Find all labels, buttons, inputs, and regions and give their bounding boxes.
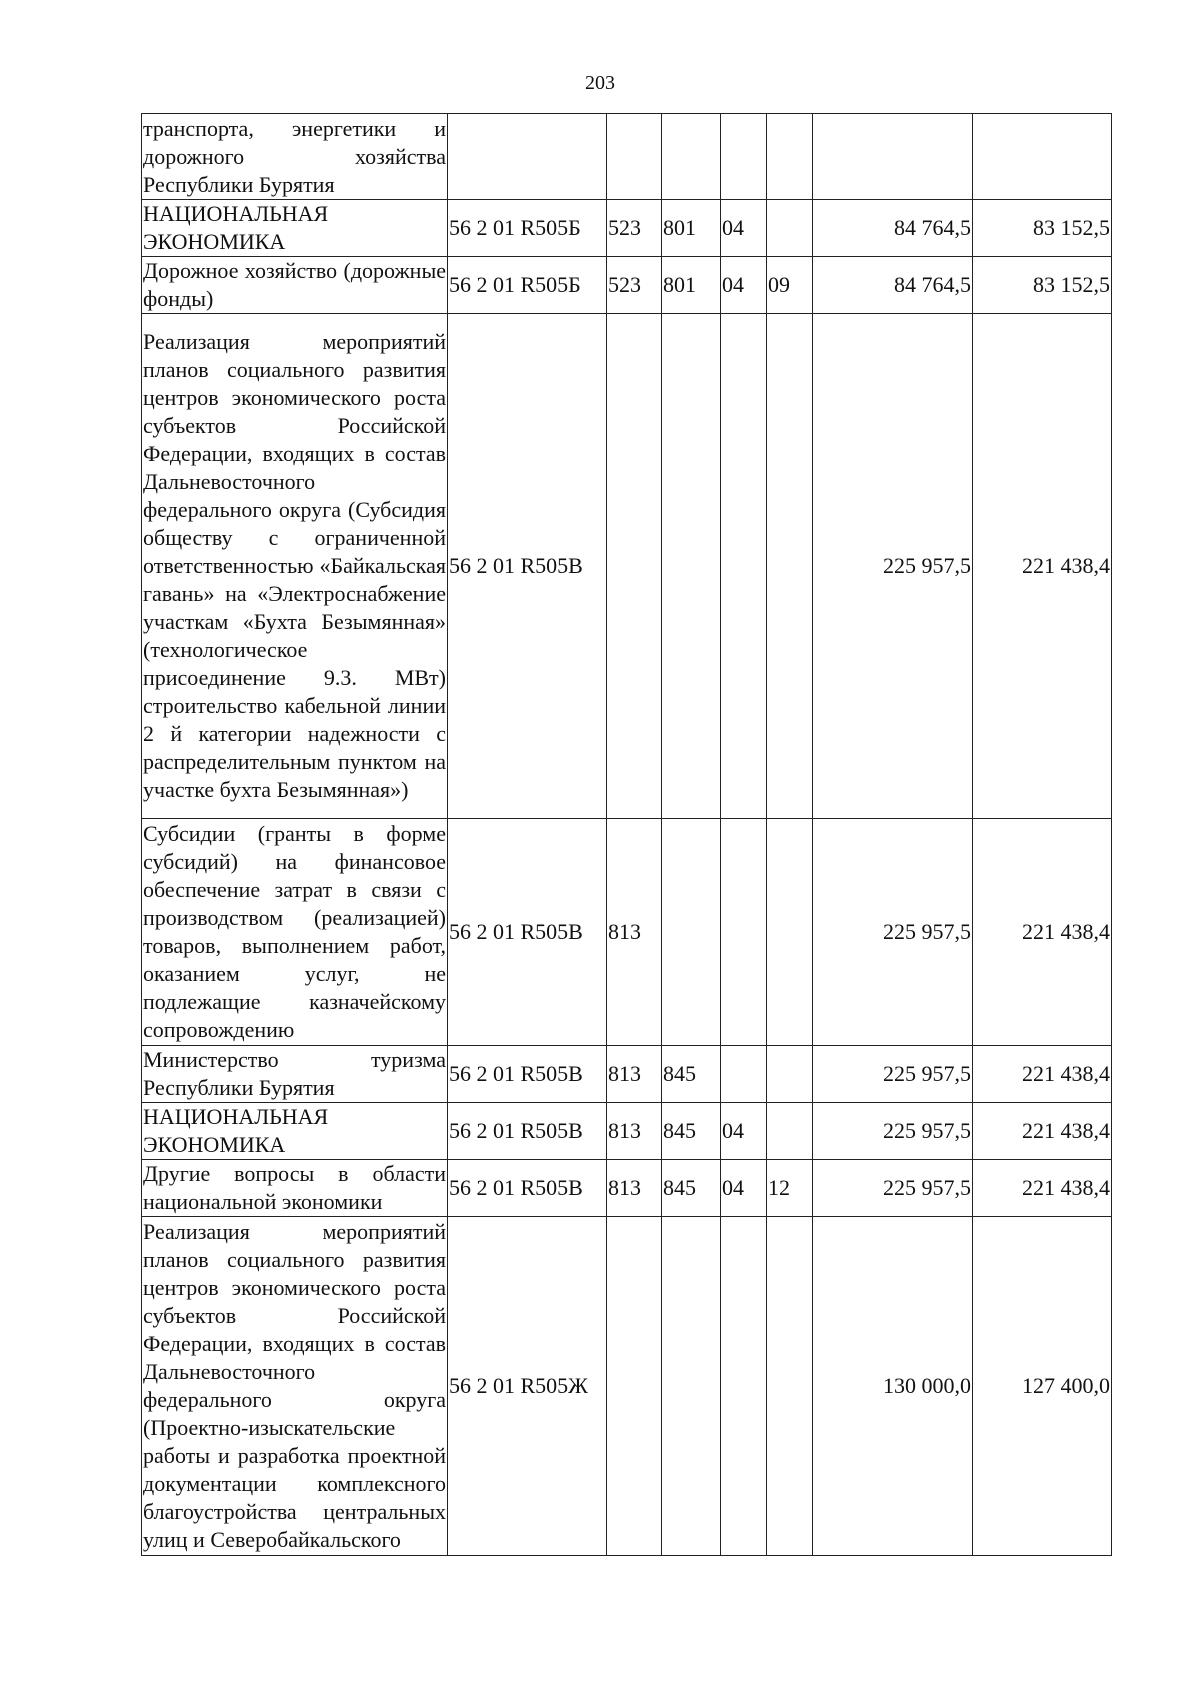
row-description: НАЦИОНАЛЬНАЯ ЭКОНОМИКА: [142, 200, 448, 257]
expense-type-code: 813: [607, 1160, 662, 1217]
subsection-code: 09: [767, 257, 813, 314]
amount-first: [813, 114, 973, 200]
row-description: Дорожное хозяйство (дорожные фонды): [142, 257, 448, 314]
target-article-code: 56 2 01 R505В: [448, 819, 607, 1046]
table-row: [142, 1160, 1112, 1217]
amount-first: 84 764,5: [813, 200, 973, 257]
ministry-code: 845: [662, 1160, 721, 1217]
section-code: [721, 819, 767, 1046]
amount-first: 225 957,5: [813, 819, 973, 1046]
amount-second: 221 438,4: [973, 1103, 1112, 1160]
amount-second: 221 438,4: [973, 1160, 1112, 1217]
amount-first: 225 957,5: [813, 314, 973, 819]
subsection-code: [767, 200, 813, 257]
amount-second: 221 438,4: [973, 819, 1112, 1046]
table-row: [142, 1103, 1112, 1160]
ministry-code: [662, 819, 721, 1046]
ministry-code: [662, 114, 721, 200]
table-row: [142, 114, 1112, 200]
table-body: [142, 114, 1112, 1556]
target-article-code: 56 2 01 R505В: [448, 1046, 607, 1103]
row-description: Реализация мероприятий планов социального развития центров экономического роста субъектов Российской Федерации, входящих в состав Дальневосточного федерального округа (Субсидия обществу с ограниченной ответственностью «Байкальская гавань» на «Электроснабжение участкам «Бухта Безымянная» (технологическое присоединение 9.3. МВт) строительство кабельной линии 2 й категории надежности с распределительным пунктом на участке бухта Безымянная»): [142, 314, 448, 819]
budget-table: [141, 113, 1112, 1556]
target-article-code: 56 2 01 R505Ж: [448, 1217, 607, 1556]
amount-second: 221 438,4: [973, 314, 1112, 819]
ministry-code: 801: [662, 257, 721, 314]
expense-type-code: 813: [607, 1103, 662, 1160]
amount-first: 225 957,5: [813, 1046, 973, 1103]
subsection-code: [767, 1046, 813, 1103]
amount-first: 225 957,5: [813, 1103, 973, 1160]
section-code: 04: [721, 200, 767, 257]
row-description: Другие вопросы в области национальной экономики: [142, 1160, 448, 1217]
page-number: 203: [585, 72, 615, 94]
target-article-code: 56 2 01 R505В: [448, 1103, 607, 1160]
amount-first: 225 957,5: [813, 1160, 973, 1217]
target-article-code: 56 2 01 R505Б: [448, 200, 607, 257]
amount-second: 83 152,5: [973, 200, 1112, 257]
section-code: [721, 114, 767, 200]
row-description: Министерство туризма Республики Бурятия: [142, 1046, 448, 1103]
table-row: [142, 1217, 1112, 1556]
target-article-code: [448, 114, 607, 200]
amount-first: 84 764,5: [813, 257, 973, 314]
ministry-code: [662, 314, 721, 819]
expense-type-code: [607, 1217, 662, 1556]
amount-second: [973, 114, 1112, 200]
subsection-code: [767, 819, 813, 1046]
section-code: [721, 314, 767, 819]
row-description: Реализация мероприятий планов социального развития центров экономического роста субъектов Российской Федерации, входящих в состав Дальневосточного федерального округа (Проектно-изыскательские работы и разработка проектной документации комплексного благоустройства центральных улиц и Северобайкальского: [142, 1217, 448, 1556]
target-article-code: 56 2 01 R505В: [448, 1160, 607, 1217]
ministry-code: 845: [662, 1103, 721, 1160]
section-code: [721, 1217, 767, 1556]
amount-second: 127 400,0: [973, 1217, 1112, 1556]
row-description: НАЦИОНАЛЬНАЯ ЭКОНОМИКА: [142, 1103, 448, 1160]
expense-type-code: 813: [607, 1046, 662, 1103]
section-code: 04: [721, 1160, 767, 1217]
table-row: [142, 257, 1112, 314]
table-row: [142, 819, 1112, 1046]
amount-second: 83 152,5: [973, 257, 1112, 314]
target-article-code: 56 2 01 R505Б: [448, 257, 607, 314]
ministry-code: 801: [662, 200, 721, 257]
target-article-code: 56 2 01 R505В: [448, 314, 607, 819]
table-row: [142, 200, 1112, 257]
ministry-code: 845: [662, 1046, 721, 1103]
subsection-code: [767, 314, 813, 819]
table-row: [142, 1046, 1112, 1103]
expense-type-code: 523: [607, 200, 662, 257]
amount-second: 221 438,4: [973, 1046, 1112, 1103]
section-code: 04: [721, 1103, 767, 1160]
subsection-code: 12: [767, 1160, 813, 1217]
amount-first: 130 000,0: [813, 1217, 973, 1556]
section-code: 04: [721, 257, 767, 314]
section-code: [721, 1046, 767, 1103]
expense-type-code: 813: [607, 819, 662, 1046]
expense-type-code: [607, 314, 662, 819]
expense-type-code: 523: [607, 257, 662, 314]
row-description: Субсидии (гранты в форме субсидий) на финансовое обеспечение затрат в связи с производством (реализацией) товаров, выполнением работ, оказанием услуг, не подлежащие казначейскому сопровождению: [142, 819, 448, 1046]
row-description: транспорта, энергетики и дорожного хозяйства Республики Бурятия: [142, 114, 448, 200]
subsection-code: [767, 114, 813, 200]
table-row: [142, 314, 1112, 819]
ministry-code: [662, 1217, 721, 1556]
subsection-code: [767, 1217, 813, 1556]
subsection-code: [767, 1103, 813, 1160]
expense-type-code: [607, 114, 662, 200]
